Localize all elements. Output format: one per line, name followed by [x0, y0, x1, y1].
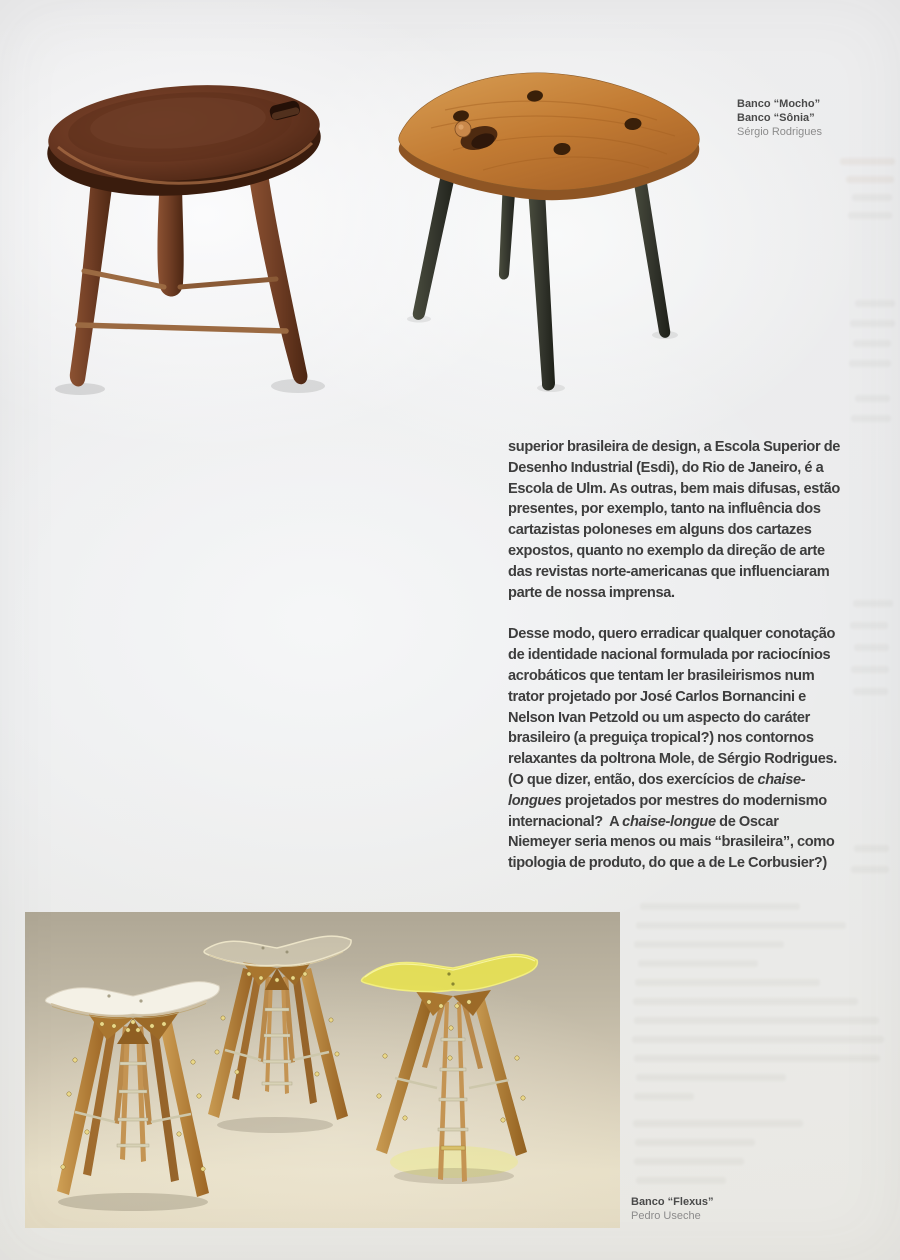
bleed-through-line	[636, 1074, 786, 1081]
caption-top	[737, 97, 900, 139]
bleed-through-line	[634, 1055, 880, 1062]
paragraph-1: superior brasileira de design, a Escola Superior de Desenho Industrial (Esdi), do Rio de Janeiro, é a Escola de Ulm. As outras, bem mais difusas, estão presentes, por exemplo, tanto na influência dos cartazistas poloneses em alguns dos cartazes expostos, quanto no exemplo da direção de arte das revistas norte-americanas que influenciaram parte de nossa imprensa.	[508, 439, 841, 601]
bleed-through-line	[850, 622, 888, 629]
bleed-through-line	[855, 395, 890, 402]
caption-title-sonia: Banco “Sônia”	[737, 112, 815, 124]
flexus-clear-seat	[204, 936, 351, 965]
bleed-through-line	[854, 644, 889, 651]
sonia-stool	[399, 73, 700, 392]
bleed-through-line	[851, 666, 889, 673]
bleed-through-line	[853, 340, 891, 347]
article-text	[508, 437, 900, 874]
bleed-through-line	[851, 866, 889, 873]
bleed-through-line	[846, 176, 894, 183]
bleed-through-line	[633, 1120, 803, 1127]
bleed-through-line	[636, 922, 846, 929]
bleed-through-line	[634, 1017, 879, 1024]
bleed-through-line	[853, 600, 893, 607]
bleed-through-line	[638, 960, 758, 967]
banco-flexus-photo	[25, 912, 620, 1228]
bleed-through-line	[635, 979, 820, 986]
bleed-through-line	[840, 158, 895, 165]
sonia-leg-right	[632, 170, 670, 338]
caption-title-mocho: Banco “Mocho”	[737, 98, 821, 110]
bleed-through-line	[852, 194, 892, 201]
banco-sonia-photo	[385, 68, 715, 408]
bleed-through-line	[634, 1158, 744, 1165]
bleed-through-line	[634, 941, 784, 948]
caption-credit-rodrigues: Sérgio Rodrigues	[737, 126, 822, 138]
bleed-through-line	[851, 415, 891, 422]
flexus-stool-middle	[203, 922, 353, 1134]
paragraph-2: Desse modo, quero erradicar qualquer conotação de identidade nacional formulada por raciocínios acrobáticos que tentam ler brasileirismos num trator projetado por José Carlos Bornancini e Nelson Ivan Petzold ou um aspecto do caráter brasileiro (a preguiça tropical?) nos contornos relaxantes da poltrona Mole, de Sérgio Rodrigues. (O que dizer, então, dos exercícios de chaise- longues projetados por mestres do modernismo internacional? A chaise-longue de Oscar Niemeyer seria menos ou mais “brasileira”, como tipologia de produto, do que a de Le Corbusier?)	[508, 626, 837, 872]
bleed-through-line	[634, 1093, 694, 1100]
bleed-through-line	[633, 998, 858, 1005]
bleed-through-line	[850, 320, 895, 327]
caption-credit-useche: Pedro Useche	[631, 1210, 701, 1222]
bleed-through-line	[848, 212, 892, 219]
sonia-leg-front	[528, 188, 555, 391]
bleed-through-line	[632, 1036, 884, 1043]
banco-mocho-photo	[30, 55, 370, 400]
bleed-through-line	[640, 903, 800, 910]
bleed-through-line	[854, 845, 889, 852]
bleed-through-line	[849, 360, 891, 367]
bleed-through-line	[635, 1139, 755, 1146]
caption-bottom	[631, 1195, 831, 1223]
mocho-stool	[44, 77, 325, 395]
bleed-through-line	[636, 1177, 726, 1184]
bleed-through-line	[853, 688, 888, 695]
bleed-through-line	[855, 300, 895, 307]
caption-title-flexus: Banco “Flexus”	[631, 1196, 714, 1208]
sonia-leg-left	[413, 164, 457, 320]
flexus-stool-left	[43, 962, 223, 1212]
flexus-stool-right	[357, 938, 542, 1190]
